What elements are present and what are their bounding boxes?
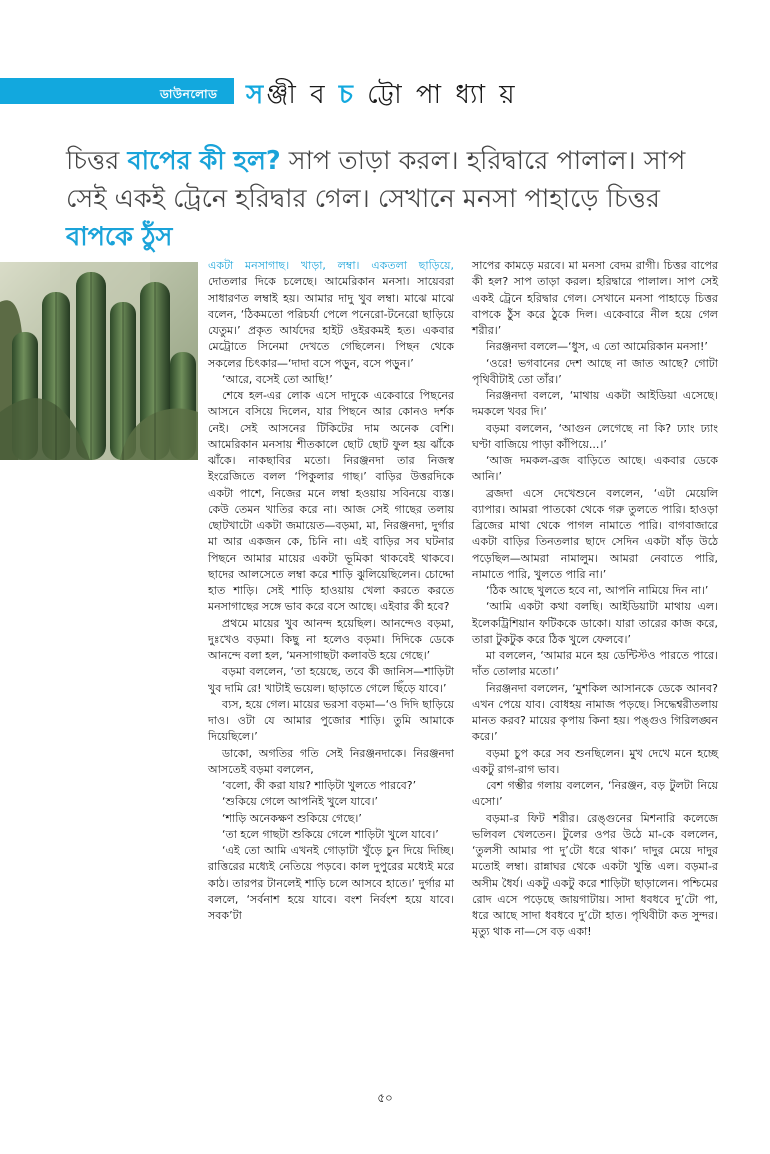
- section-tag: ডাউনলোড: [160, 87, 218, 101]
- article-column-left: [208, 258, 454, 924]
- article-paragraph: ‘তা হলে গাছটা শুকিয়ে গেলে শাড়িটা খুলে যাবে।’: [222, 827, 439, 841]
- article-paragraph: ‘শুকিয়ে গেলে আপনিই খুলে যাবে।’: [222, 795, 379, 809]
- pull-quote-text: সাপ তাড়া করল। হরিদ্বারে পালাল। সাপ সেই একই ট্রেনে হরিদ্বার গেল। সেখানে মনসা পাহাড়ে চিত্তর: [66, 146, 686, 214]
- page-number: ৫০: [377, 1091, 393, 1105]
- author-name: [246, 74, 518, 118]
- article-paragraph: বড়মা বললেন, ‘আগুন লেগেছে না কি? ঢ্যাং ঢ্যাং ঘণ্টা বাজিয়ে পাড়া কাঁপিয়ে...।’: [472, 421, 718, 451]
- article-paragraph: একটা মনসাগাছ। খাড়া, লম্বা। একতলা ছাড়িয়ে, দোতলার দিকে চলেছে। আমেরিকান মনসা। সায়েবরা সাধারণত লম্বাই হয়। আমার দাদু খুব লম্বা। মাঝে মাঝে বলেন, ‘ঠিকমতো পরিচর্যা পেলে পনেরো-টনেরো ছাড়িয়ে যেতুম।’ প্রকৃত আর্যদের হাইট ওইরকমই হত। একবার মেট্রোতে সিনেমা দেখতে গেছিলেন। পিছন থেকে সকলের চিৎকার—‘দাদা বসে পড়ুন, বসে পড়ুন।’: [208, 259, 454, 370]
- article-paragraph: বড়মা চুপ করে সব শুনছিলেন। মুখ দেখে মনে হচ্ছে একটু রাগ-রাগ ভাব।: [472, 746, 718, 776]
- article-paragraph: বড়মা-র ফিট শরীর। রেঙ্গুনের মিশনারি কলেজে ভলিবল খেলতেন। টুলের ওপর উঠে মা-কে বললেন, ‘তুলসী আমার পা দু’টো ধরে থাক।’ দাদুর মেয়ে দাদুর মতোই লম্বা। রান্নাঘর থেকে একটা খুন্তি এল। বড়মা-র অসীম ধৈর্য। একটু একটু করে শাড়িটা ছাড়ালেন। পশ্চিমের রোদ এসে পড়েছে জায়গাটায়। সাদা ধবধবে দু’টো পা, ধরে আছে সাদা ধবধবে দু’টো হাত। পৃথিবীটা কত সুন্দর। মৃত্যু থাক না—সে বড় একা!: [472, 811, 718, 939]
- author-initial-first: স: [246, 80, 267, 110]
- article-paragraph: ‘আরে, বসেই তো আছি!’: [222, 372, 333, 386]
- pull-quote-text: চিত্তর: [66, 146, 128, 176]
- article-paragraph: নিরঞ্জনদা বললে, ‘মাথায় একটা আইডিয়া এসেছে। দমকলে খবর দি।’: [472, 389, 718, 419]
- article-paragraph: বড়মা বললেন, ‘তা হয়েছে, তবে কী জানিস—শাড়িটা খুব দামি রে! খাটাই ভয়েল। ছাড়াতে গেলে ছিঁড়ে যাবে।’: [208, 665, 454, 695]
- article-paragraph: বেশ গম্ভীর গলায় বললেন, ‘নিরঞ্জন, বড় টুলটা নিয়ে এসো।’: [472, 779, 718, 809]
- article-paragraph: ‘বলো, কী করা যায়? শাড়িটা খুলতে পারবে?’: [222, 779, 417, 792]
- article-paragraph: ‘এই তো আমি এখনই গোড়াটা খুঁড়ে চুন দিয়ে দিচ্ছি। রাত্তিরের মধ্যেই নেতিয়ে পড়বে। কাল দুপুরের মধ্যেই মরে কাঠ। তারপর টানলেই শাড়ি চলে আসবে হাতে।’ দুর্গার মা বললে, ‘সর্বনাশ হয়ে যাবে। বংশ নির্বংশ হয়ে যাবে। সবক’টা: [208, 844, 454, 922]
- article-paragraph: প্রথমে মায়ের খুব আনন্দ হয়েছিল। আনন্দেও বড়মা, দুঃখেও বড়মা। কিছু না হলেও বড়মা। দিদিকে ডেকে আনন্দে বলা হল, ‘মনসাগাছটা কলাবউ হয়ে গেছে।’: [208, 616, 454, 662]
- article-paragraph: ‘আমি একটা কথা বলছি। আইডিয়াটা মাথায় এল। ইলেকট্রিশিয়ান ফটিককে ডাকো। যারা তারের কাজ করে, তারা টুকটুক করে ঠিক খুলে ফেলবে।’: [472, 600, 718, 646]
- article-paragraph: নিরঞ্জনদা বললেন, ‘মুশকিল আসানকে ডেকে আনব? এখন পেয়ে যাব। বোধহয় নামাজ পড়ছে। সিদ্ধেশ্বরীতলায় মানত করব? মায়ের কৃপায় কিনা হয়। পঙ্গুও গিরিলঙ্ঘন করে।’: [472, 681, 718, 744]
- article-column-right: [472, 258, 718, 941]
- article-paragraph: ব্যস, হয়ে গেল। মায়ের ভরসা বড়মা—‘ও দিদি ছাড়িয়ে দাও। ওটা যে আমার পুজোর শাড়ি। তুমি আমাকে দিয়েছিলে।’: [208, 697, 454, 744]
- lead-text: একটা মনসাগাছ। খাড়া, লম্বা। একতলা ছাড়িয়ে,: [208, 259, 454, 272]
- article-paragraph: ‘আজ দমকল-ব্রজ বাড়িতে আছে। একবার ডেকে আনি।’: [472, 454, 718, 484]
- cactus-illustration: [0, 262, 198, 460]
- pull-quote-highlight: বাপের কী হল?: [127, 146, 281, 176]
- article-paragraph: ডাকো, অগতির গতি সেই নিরঞ্জনদাকে। নিরঞ্জনদা আসতেই বড়মা বললেন,: [208, 746, 454, 776]
- author-last-name: ট্টো পা ধ্যা য়: [355, 80, 518, 110]
- pull-quote: [66, 142, 706, 256]
- article-paragraph: ব্রজদা এসে দেখেশুনে বললেন, ‘এটা মেয়েলি ব্যাপার। আমরা পাতকো থেকে গরু তুলতে পারি। হাওড়া ব্রিজের মাথা থেকে পাগল নামাতে পারি। বাগবাজারে একটা বাড়ির তিনতলার ছাদে সেদিন একটা ষাঁড় উঠে পড়েছিল—আমরা নামালুম। আমরা নেবাতে পারি, নামাতে পারি, খুলতে পারি না।’: [472, 486, 718, 581]
- author-first-name: ঞ্জী ব: [266, 80, 339, 110]
- pull-quote-highlight: বাপকে ঠুঁস: [66, 222, 173, 252]
- article-paragraph: ‘ঠিক আছে খুলতে হবে না, আপনি নামিয়ে দিন না।’: [486, 584, 709, 597]
- article-paragraph: শেষে হল-এর লোক এসে দাদুকে একেবারে পিছনের আসনে বসিয়ে দিলেন, যার পিছনে আর কোনও দর্শক নেই। সেই আসনের টিকিটের দাম অনেক বেশি। আমেরিকান মনসায় শীতকালে ছোট ছোট ফুল হয় ঝাঁকে ঝাঁকে। নাকছাবির মতো। নিরঞ্জনদা তার নিজস্ব ইংরেজিতে বলল ‘পিকুলার গাছ।’ বাড়ির উত্তরদিকে একটা পাশে, নিজের মনে লম্বা হওয়ায় সবিনয়ে ব্যস্ত। কেউ তেমন খাতির করে না। আজ সেই গাছের তলায় ছোটখাটো একটা জমায়েত—বড়মা, মা, নিরঞ্জনদা, দুর্গার মা আর একজন কে, চিনি না। এই বাড়ির সব ঘটনার পিছনে আমার মায়ের একটা ভূমিকা থাকবেই থাকবে। ছাদের আলসেতে লম্বা করে শাড়ি ঝুলিয়েছিলেন। চোদ্দো হাত শাড়ি। সেই শাড়ি হাওয়ায় খেলা করতে করতে মনসাগাছের সঙ্গে ভাব করে বসে আছে। এইবার কী হবে?: [208, 389, 454, 614]
- article-paragraph: সাপের কামড়ে মরবে। মা মনসা বেদম রাগী। চিত্তর বাপের কী হল? সাপ তাড়া করল। হরিদ্বারে পালাল। সাপ সেই একই ট্রেনে হরিদ্বার গেল। সেখানে মনসা পাহাড়ে চিত্তর বাপকে ঠুঁস করে ঠুকে দিল। একেবারে নীল হয়ে গেল শরীর।’: [472, 259, 718, 337]
- article-paragraph: ‘ওরে! ভগবানের দেশ আছে না জাত আছে? গোটা পৃথিবীটাই তো তাঁর।’: [472, 356, 718, 386]
- article-paragraph: ‘শাড়ি অনেকক্ষণ শুকিয়ে গেছে।’: [222, 811, 362, 825]
- cactus-photo: [0, 262, 198, 460]
- author-initial-last: চ: [338, 80, 356, 110]
- article-paragraph: নিরঞ্জনদা বললে—‘ধুস, এ তো আমেরিকান মনসা!’: [486, 340, 708, 354]
- article-paragraph: মা বললেন, ‘আমার মনে হয় ডেন্টিস্টও পারতে পারে। দাঁত তোলার মতো।’: [472, 649, 718, 679]
